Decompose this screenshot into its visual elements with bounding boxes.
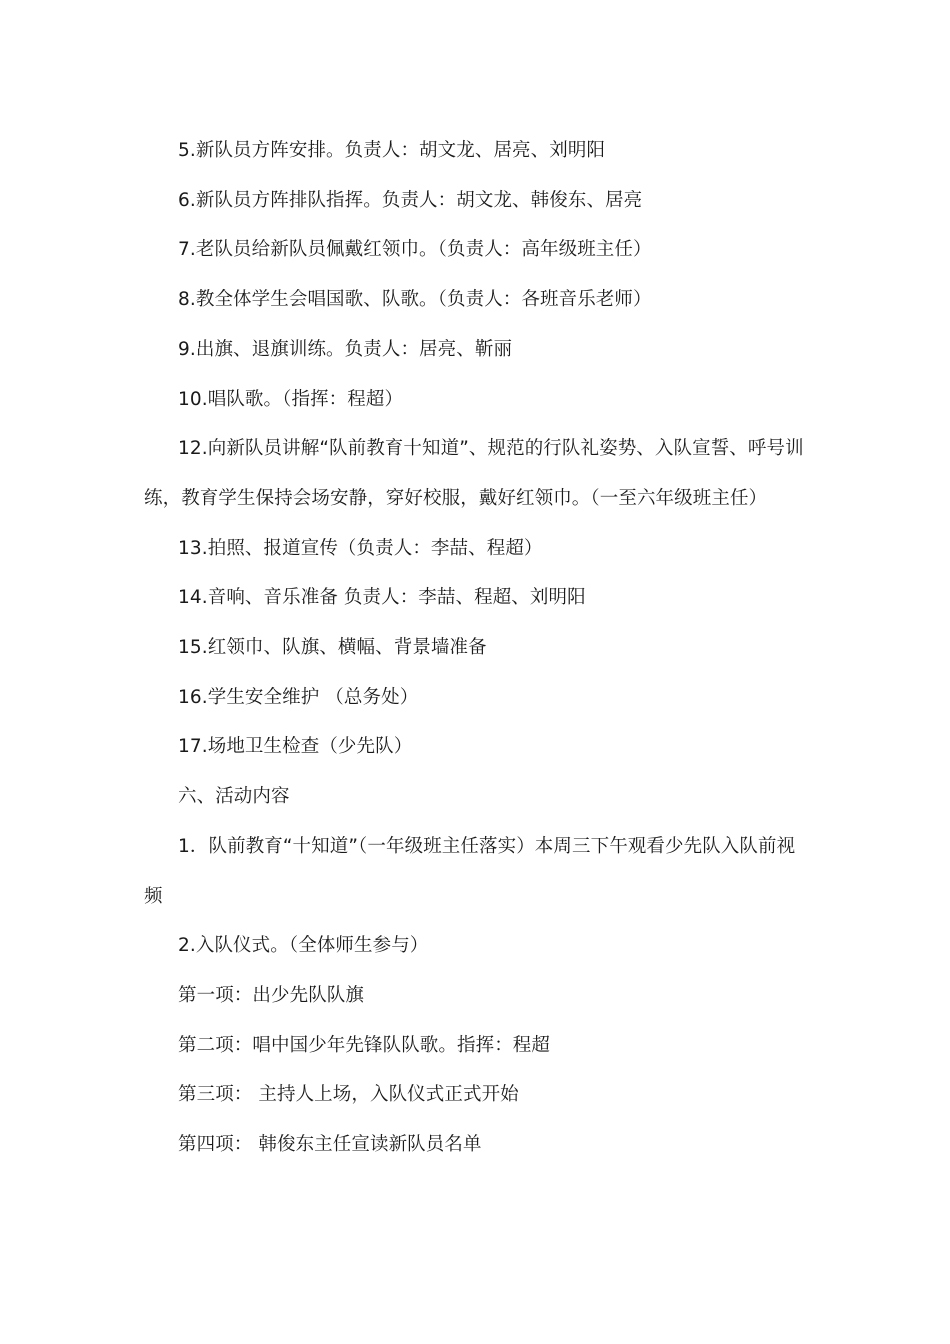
- paragraph-item-7: 7.老队员给新队员佩戴红领巾。（负责人：高年级班主任）: [178, 239, 652, 261]
- ceremony-step-2: 第二项：唱中国少年先锋队队歌。指挥：程超: [178, 1034, 551, 1056]
- activity-item-2: 2.入队仪式。（全体师生参与）: [178, 935, 429, 957]
- document-body: [144, 126, 808, 1170]
- paragraph-item-6: 6.新队员方阵排队指挥。负责人：胡文龙、韩俊东、居亮: [178, 189, 643, 211]
- paragraph-item-14: 14.音响、音乐准备 负责人：李喆、程超、刘明阳: [178, 587, 586, 609]
- section-heading-activity-content: 六、活动内容: [178, 786, 290, 808]
- paragraph-item-8: 8.教全体学生会唱国歌、队歌。（负责人：各班音乐老师）: [178, 289, 652, 311]
- paragraph-item-5: 5.新队员方阵安排。负责人：胡文龙、居亮、刘明阳: [178, 140, 606, 161]
- ceremony-step-4: 第四项： 韩俊东主任宣读新队员名单: [178, 1134, 482, 1156]
- ceremony-step-3: 第三项： 主持人上场，入队仪式正式开始: [178, 1084, 519, 1106]
- paragraph-item-12: 12.向新队员讲解“队前教育十知道”、规范的行队礼姿势、入队宣誓、呼号训练，教育学生保持会场安静，穿好校服，戴好红领巾。（一至六年级班主任）: [144, 438, 804, 509]
- paragraph-item-13: 13.拍照、报道宣传（负责人：李喆、程超）: [178, 537, 543, 559]
- paragraph-item-10: 10.唱队歌。（指挥：程超）: [178, 388, 404, 410]
- ceremony-step-1: 第一项：出少先队队旗: [178, 984, 365, 1006]
- paragraph-item-16: 16.学生安全维护 （总务处）: [178, 686, 419, 708]
- activity-item-1: 1．队前教育“十知道”（一年级班主任落实）本周三下午观看少先队入队前视频: [144, 835, 796, 907]
- paragraph-item-15: 15.红领巾、队旗、横幅、背景墙准备: [178, 637, 487, 659]
- paragraph-item-9: 9.出旗、退旗训练。负责人：居亮、靳丽: [178, 338, 513, 360]
- paragraph-item-17: 17.场地卫生检查（少先队）: [178, 736, 413, 758]
